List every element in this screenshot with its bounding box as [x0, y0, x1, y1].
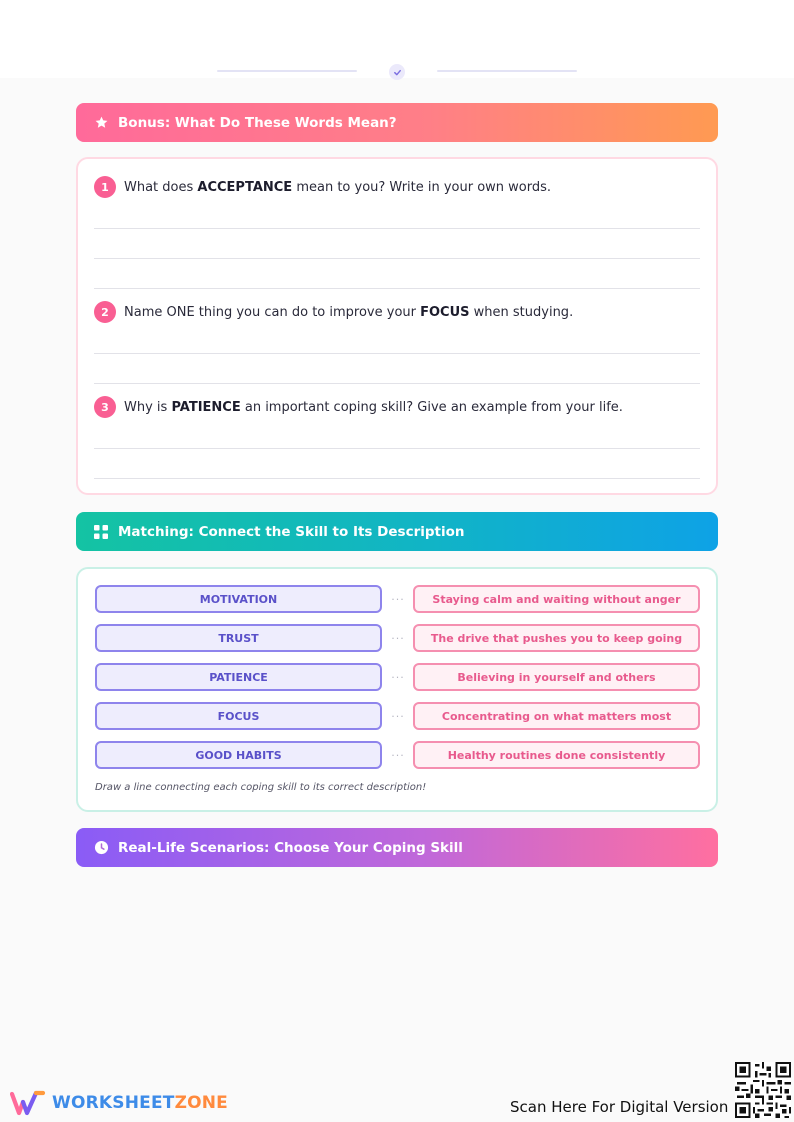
skill-patience[interactable]: PATIENCE — [95, 663, 382, 691]
description-item[interactable]: Concentrating on what matters most — [413, 702, 700, 730]
worksheetzone-logo-icon — [10, 1090, 46, 1116]
connector-dots: ··· — [391, 670, 405, 684]
logo-text: WORKSHEETZONE — [52, 1093, 228, 1113]
bonus-section-header — [76, 103, 718, 142]
matching-section-title: Matching: Connect the Skill to Its Description — [118, 523, 465, 540]
connector-dots: ··· — [391, 709, 405, 723]
scenarios-section-title: Real-Life Scenarios: Choose Your Coping Skill — [118, 839, 463, 856]
star-icon — [93, 115, 109, 131]
divider-line-right — [437, 70, 577, 72]
description-item[interactable]: Staying calm and waiting without anger — [413, 585, 700, 613]
connector-dots: ··· — [391, 592, 405, 606]
answer-line[interactable] — [94, 258, 700, 259]
question-number: 3 — [94, 396, 116, 418]
divider-line-left — [217, 70, 357, 72]
question-text: What does ACCEPTANCE mean to you? Write in your own words. — [124, 179, 552, 195]
question-keyword: FOCUS — [420, 304, 470, 320]
matching-instruction: Draw a line connecting each coping skill to its correct description! — [95, 782, 427, 793]
scenarios-section-header — [76, 828, 718, 867]
question-text: Why is PATIENCE an important coping skill? Give an example from your life. — [124, 399, 623, 415]
skill-trust[interactable]: TRUST — [95, 624, 382, 652]
answer-line[interactable] — [94, 383, 700, 384]
grid-icon — [93, 524, 109, 540]
answer-line[interactable] — [94, 478, 700, 479]
qr-code-icon[interactable] — [735, 1062, 791, 1118]
description-item[interactable]: Healthy routines done consistently — [413, 741, 700, 769]
connector-dots: ··· — [391, 748, 405, 762]
matching-section-header — [76, 512, 718, 551]
question-2 — [94, 301, 573, 323]
question-text: Name ONE thing you can do to improve your FOCUS when studying. — [124, 304, 574, 320]
question-keyword: PATIENCE — [171, 399, 241, 415]
matching-card — [76, 567, 718, 812]
skill-motivation[interactable]: MOTIVATION — [95, 585, 382, 613]
question-keyword: ACCEPTANCE — [197, 179, 293, 195]
worksheetzone-logo[interactable] — [10, 1090, 228, 1116]
question-number: 1 — [94, 176, 116, 198]
answer-line[interactable] — [94, 353, 700, 354]
connector-dots: ··· — [391, 631, 405, 645]
question-3 — [94, 396, 623, 418]
description-item[interactable]: The drive that pushes you to keep going — [413, 624, 700, 652]
skill-focus[interactable]: FOCUS — [95, 702, 382, 730]
question-1 — [94, 176, 551, 198]
answer-line[interactable] — [94, 288, 700, 289]
question-number: 2 — [94, 301, 116, 323]
answer-line[interactable] — [94, 228, 700, 229]
description-item[interactable]: Believing in yourself and others — [413, 663, 700, 691]
clock-icon — [93, 840, 109, 856]
answer-line[interactable] — [94, 448, 700, 449]
check-icon — [389, 64, 405, 80]
skill-good-habits[interactable]: GOOD HABITS — [95, 741, 382, 769]
bonus-section-title: Bonus: What Do These Words Mean? — [118, 114, 397, 131]
bonus-questions-card — [76, 157, 718, 495]
scan-instruction: Scan Here For Digital Version — [510, 1098, 729, 1116]
